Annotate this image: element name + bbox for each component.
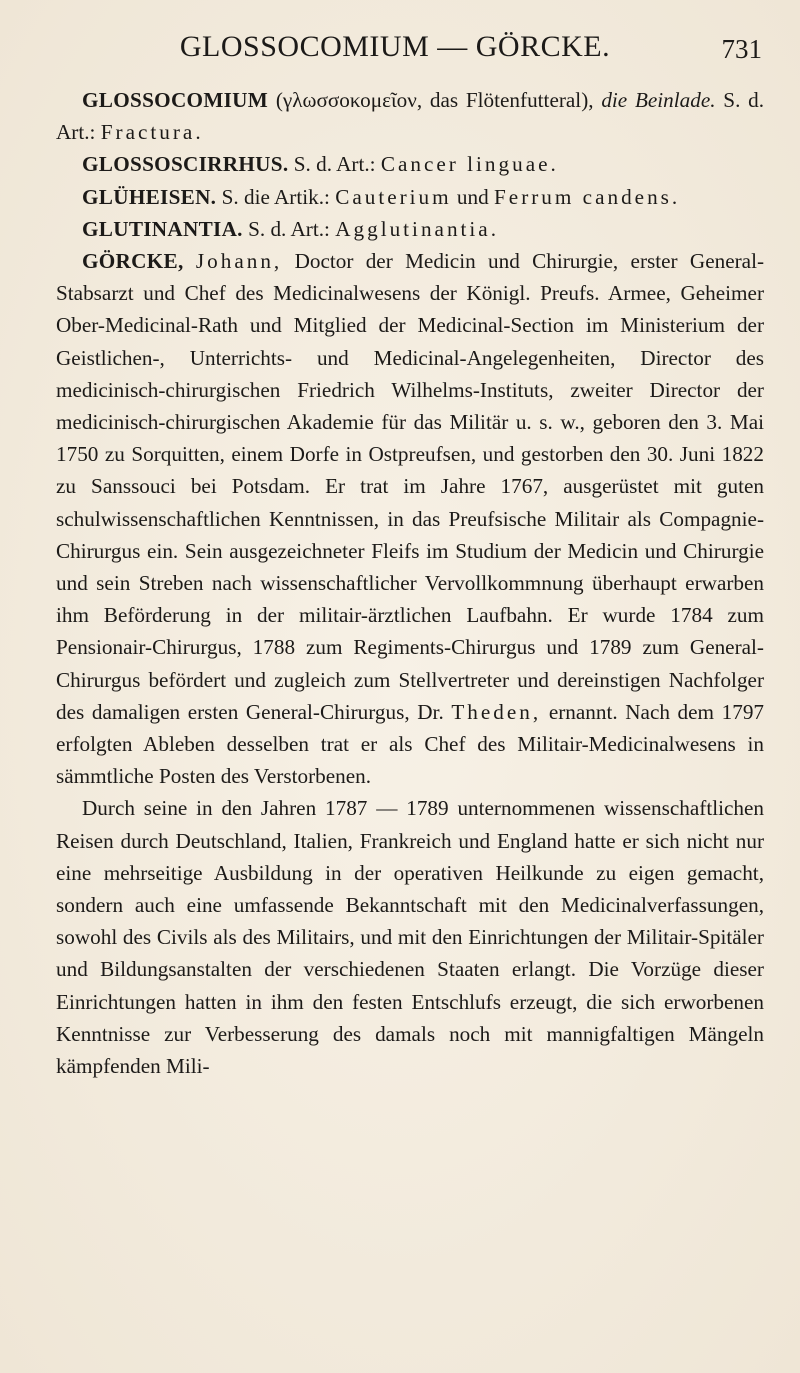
entry-text: und	[456, 184, 489, 209]
entry-text: das Flötenfutteral),	[429, 88, 594, 112]
biography-paragraph-2	[56, 792, 764, 1082]
entry-headword: GLOSSOCOMIUM	[82, 88, 269, 112]
cross-reference: Cauterium	[335, 184, 452, 209]
running-title: GLOSSOCOMIUM — GÖRCKE.	[179, 30, 611, 63]
cross-reference: Fractura.	[100, 120, 204, 145]
entry-text: S. d. Art.:	[293, 152, 376, 177]
entry-gluheisen	[56, 181, 764, 213]
person-name: Theden,	[451, 699, 542, 724]
entry-text: S. die Artik.:	[221, 184, 330, 209]
paragraph-text: Doctor der Medicin und Chirurgie, erster General-Stabsarzt und Chef des Medicinalwesens der Königl. Preufs. Armee, Geheimer Ober-Medicinal-Rath und Mitglied der Medicinal-Section im Ministerium der Geistlichen-, Unterrichts- und Medicinal-Angelegenheiten, Director des medicinisch-chirurgischen Friedrich Wilhelms-Instituts, zweiter Director der medicinisch-chirurgischen Akademie für das Militär u. s. w., geboren den 3. Mai 1750 zu Sorquitten, einem Dorfe in Ostpreufsen, und gestorben den 30. Juni 1822 zu Sanssouci bei Potsdam. Er trat im Jahre 1767, ausgerüstet mit guten schulwissenschaftlichen Kenntnissen, in das Preufsische Militair als Compagnie-Chirurgus ein. Sein ausgezeichneter Fleifs im Studium der Medicin und Chirurgie und sein Streben nach wissenschaftlicher Vervollkommnung überhaupt erwarben ihm Beförderung in der militair-ärztlichen Laufbahn. Er wurde 1784 zum Pensionair-Chirurgus, 1788 zum Regiments-Chirurgus und 1789 zum General-Chirurgus befördert und zugleich zum Stellvertreter und dereinstigen Nachfolger des damaligen ersten General-Chirurgus, Dr.	[56, 249, 765, 724]
cross-reference: Cancer linguae.	[380, 152, 559, 177]
biography-paragraph-1	[56, 245, 764, 792]
entry-glossocomium	[56, 84, 764, 148]
paragraph-text: Durch seine in den Jahren 1787 — 1789 unternommenen wissenschaftlichen Reisen durch Deutschland, Italien, Frankreich und England hatte er sich nicht nur eine mehrseitige Ausbildung in der operativen Heilkunde zu eigen gemacht, sondern auch eine umfassende Bekanntschaft mit den Medicinalverfassungen, sowohl des Civils als des Militairs, und mit den Einrichtungen der Militair-Spitäler und Bildungsanstalten der verschiedenen Staaten erlangt. Die Vorzüge dieser Einrichtungen hatten in ihm den festen Entschlufs erzeugt, die sich erworbenen Kenntnisse zur Verbesserung des damals noch mit mannigfaltigen Mängeln kämpfenden Mili-	[56, 796, 764, 1079]
entry-text: S. d. Art.:	[56, 88, 765, 145]
entry-glutinantia	[56, 213, 764, 245]
entry-headword: GLUTINANTIA.	[82, 216, 243, 241]
entry-headword: GLOSSOSCIRRHUS.	[82, 152, 289, 177]
entry-italic-text: die Beinlade.	[601, 88, 716, 112]
entry-text: S. d. Art.:	[248, 216, 330, 241]
greek-term: (γλωσσοκομεῖον,	[275, 88, 423, 112]
entry-headword: GÖRCKE,	[82, 249, 184, 274]
page-number: 731	[721, 34, 762, 64]
cross-reference: Ferrum candens.	[494, 184, 681, 209]
paragraph-text: ernannt. Nach dem 1797 erfolgten Ableben desselben trat er als Chef des Militair-Medicinalwesens in sämmtliche Posten des Verstorbenen.	[56, 699, 765, 789]
cross-reference: Agglutinantia.	[335, 216, 500, 241]
page-header	[0, 30, 800, 74]
entry-headword: GLÜHEISEN.	[82, 184, 217, 209]
person-name: Johann,	[195, 249, 283, 274]
entry-glossoscirrhus	[56, 148, 764, 180]
body-text	[56, 84, 764, 1082]
